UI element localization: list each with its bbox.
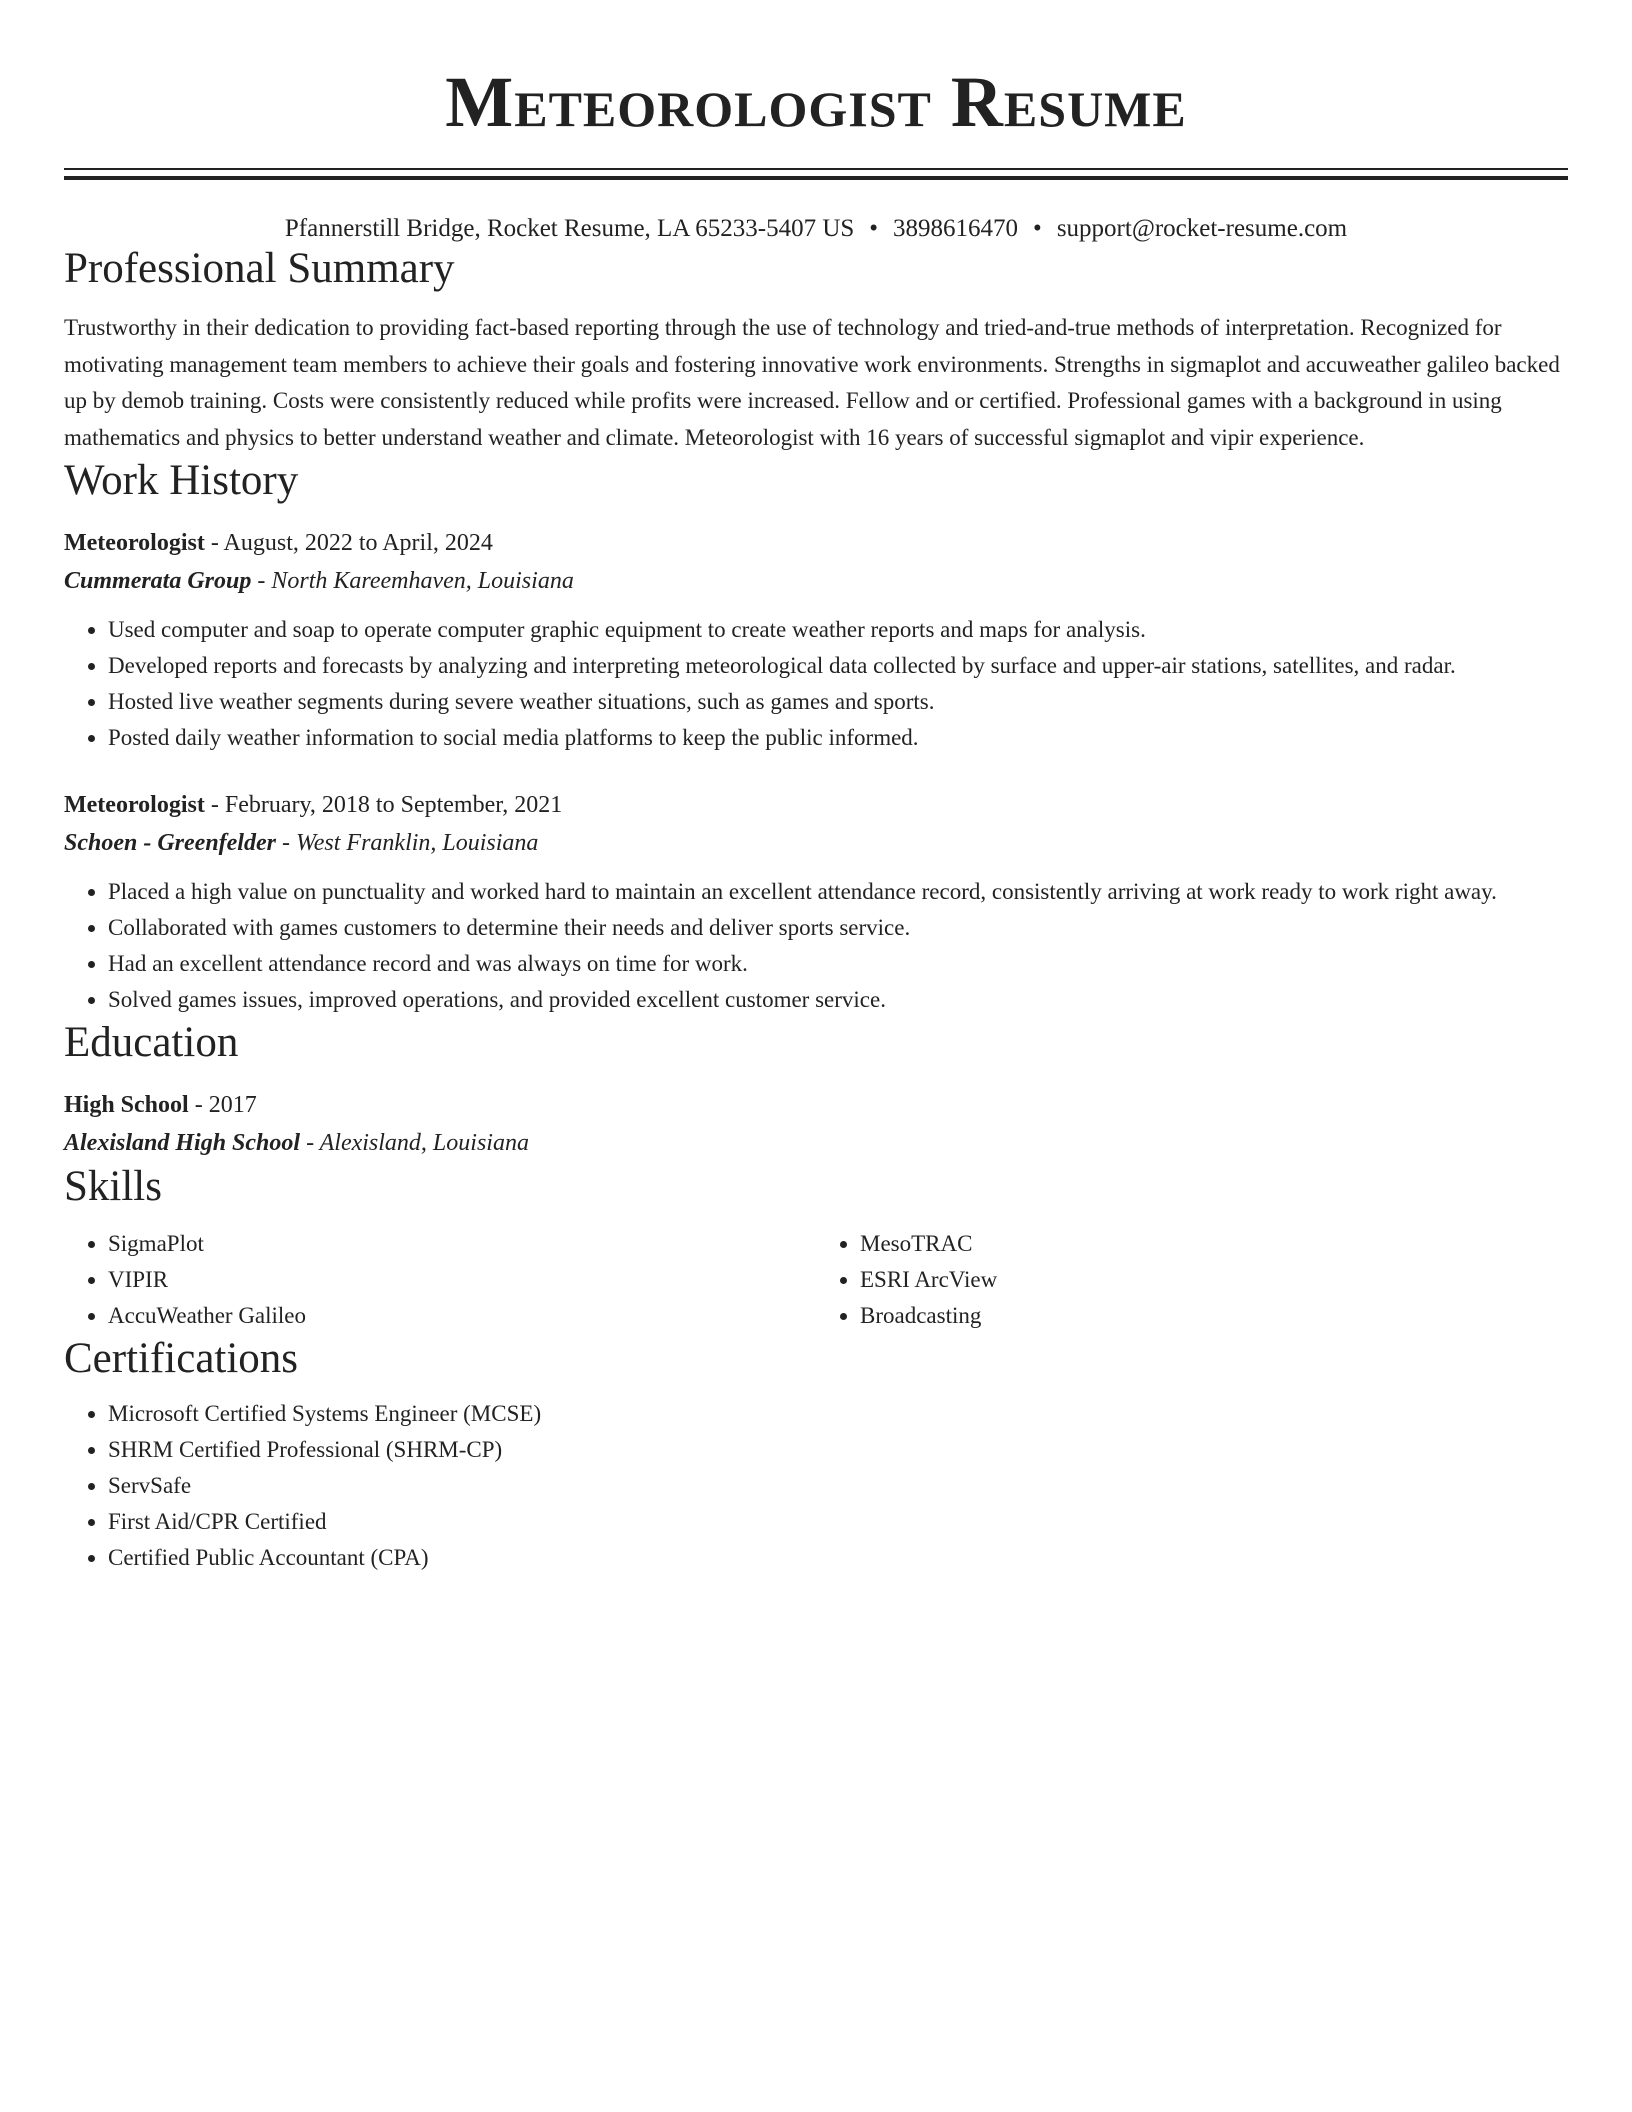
degree: High School bbox=[64, 1092, 189, 1118]
skills-left-list bbox=[64, 1226, 816, 1334]
education-entry bbox=[64, 1086, 1568, 1162]
job-location: North Kareemhaven, Louisiana bbox=[271, 568, 574, 594]
list-item: • Posted daily weather information to social media platforms to keep the public informed. bbox=[108, 720, 1568, 756]
bullet-separator: • bbox=[1033, 215, 1042, 242]
list-item: • Placed a high value on punctuality and worked hard to maintain an excellent attendance record, consistently arriving at work ready to work right away. bbox=[108, 874, 1568, 910]
job-title: Meteorologist bbox=[64, 530, 205, 556]
list-item: • Had an excellent attendance record and was always on time for work. bbox=[108, 946, 1568, 982]
summary-heading: Professional Summary bbox=[64, 245, 455, 292]
skill-item: • ESRI ArcView bbox=[860, 1262, 1568, 1298]
work-history-heading: Work History bbox=[64, 457, 299, 504]
dash: - bbox=[300, 1130, 320, 1156]
job-company: Schoen - Greenfelder bbox=[64, 830, 276, 856]
dash: - bbox=[204, 792, 225, 818]
title-divider-thin bbox=[64, 168, 1568, 170]
skills-columns bbox=[64, 1226, 1568, 1334]
list-item: • Hosted live weather segments during severe weather situations, such as games and sports. bbox=[108, 684, 1568, 720]
job-title-line bbox=[64, 786, 1568, 824]
job-bullets bbox=[64, 612, 1568, 756]
skill-item: • MesoTRAC bbox=[860, 1226, 1568, 1262]
job-title: Meteorologist bbox=[64, 792, 205, 818]
list-item: • Developed reports and forecasts by analyzing and interpreting meteorological data collected by surface and upper-air stations, satellites, and radar. bbox=[108, 648, 1568, 684]
degree-line bbox=[64, 1086, 1568, 1124]
skill-item: • VIPIR bbox=[108, 1262, 816, 1298]
education-heading: Education bbox=[64, 1019, 239, 1066]
certification-item: • SHRM Certified Professional (SHRM-CP) bbox=[108, 1432, 1568, 1468]
certifications-heading: Certifications bbox=[64, 1335, 299, 1382]
certification-item: • ServSafe bbox=[108, 1468, 1568, 1504]
job-bullets bbox=[64, 874, 1568, 1018]
resume-title: Meteorologist Resume bbox=[445, 62, 1187, 142]
job-entry bbox=[64, 786, 1568, 1018]
certifications-list bbox=[64, 1396, 1568, 1576]
skills-heading: Skills bbox=[64, 1163, 162, 1210]
graduation-year: 2017 bbox=[208, 1092, 257, 1118]
dash: - bbox=[204, 530, 224, 556]
job-location: West Franklin, Louisiana bbox=[295, 830, 539, 856]
school-location: Alexisland, Louisiana bbox=[319, 1130, 529, 1156]
job-company-line bbox=[64, 824, 1568, 862]
bullet-separator: • bbox=[869, 215, 879, 242]
list-item: • Collaborated with games customers to determine their needs and deliver sports service. bbox=[108, 910, 1568, 946]
list-item: • Solved games issues, improved operations, and provided excellent customer service. bbox=[108, 982, 1568, 1018]
dash: - bbox=[251, 568, 272, 594]
contact-line bbox=[64, 214, 1568, 244]
skill-item: • AccuWeather Galileo bbox=[108, 1298, 816, 1334]
list-item: • Used computer and soap to operate computer graphic equipment to create weather reports and maps for analysis. bbox=[108, 612, 1568, 648]
certification-item: • Certified Public Accountant (CPA) bbox=[108, 1540, 1568, 1576]
job-dates: February, 2018 to September, 2021 bbox=[224, 792, 563, 818]
skill-item: • SigmaPlot bbox=[108, 1226, 816, 1262]
certification-item: • Microsoft Certified Systems Engineer (MCSE) bbox=[108, 1396, 1568, 1432]
job-title-line bbox=[64, 524, 1568, 562]
contact-email: support@rocket-resume.com bbox=[1056, 215, 1348, 242]
title-divider-thick bbox=[64, 176, 1568, 180]
school-line bbox=[64, 1124, 1568, 1162]
dash: - bbox=[188, 1092, 209, 1118]
job-dates: August, 2022 to April, 2024 bbox=[223, 530, 493, 556]
job-company: Cummerata Group bbox=[64, 568, 252, 594]
job-company-line bbox=[64, 562, 1568, 600]
contact-address: Pfannerstill Bridge, Rocket Resume, LA 65233-5407 US bbox=[284, 215, 855, 242]
dash: - bbox=[275, 830, 296, 856]
job-entry bbox=[64, 524, 1568, 756]
summary-text: Trustworthy in their dedication to providing fact-based reporting through the use of technology and tried-and-true methods of interpretation. Recognized for motivating management team members to achieve their goals and fostering innovative work environments. Strengths in sigmaplot and accuweather galileo backed up by demob training. Costs were consistently reduced while profits were increased. Fellow and or certified. Professional games with a background in using mathematics and physics to better understand weather and climate. Meteorologist with 16 years of successful sigmaplot and vipir experience. bbox=[64, 315, 1560, 450]
skill-item: • Broadcasting bbox=[860, 1298, 1568, 1334]
contact-phone: 3898616470 bbox=[893, 215, 1019, 242]
skills-right-list bbox=[816, 1226, 1568, 1334]
school-name: Alexisland High School bbox=[64, 1130, 301, 1156]
certification-item: • First Aid/CPR Certified bbox=[108, 1504, 1568, 1540]
